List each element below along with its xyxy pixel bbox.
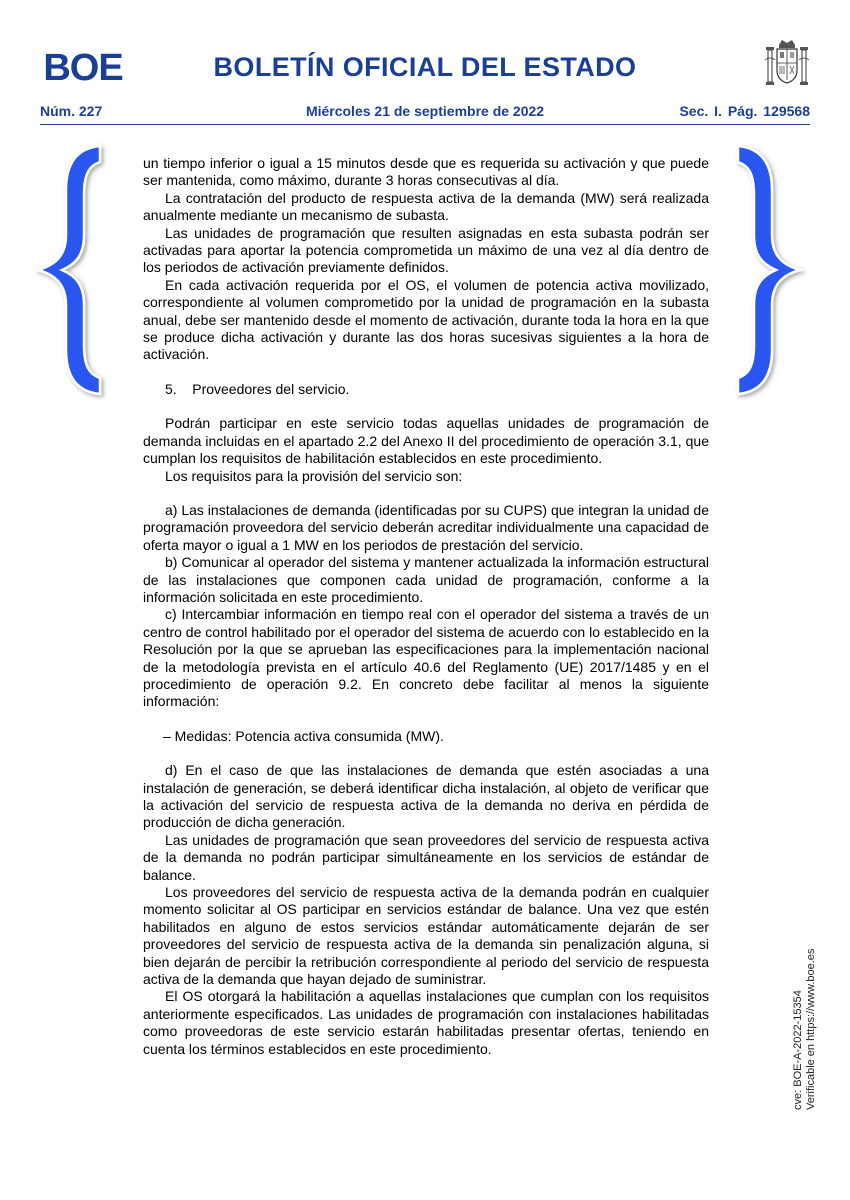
page-title: BOLETÍN OFICIAL DEL ESTADO [213, 52, 637, 82]
document-body [143, 155, 709, 1058]
side-verification-note [792, 850, 818, 1110]
right-curly-brace-icon [730, 140, 810, 400]
header-meta [40, 103, 810, 121]
requirement-item: a) Las instalaciones de demanda (identificadas por su CUPS) que integran la unidad de programación proveedora del servicio deberán acreditar individualmente una capacidad de oferta mayor o igual a 1 MW en los periodos de prestación del servicio. [143, 501, 710, 553]
issue-date: Miércoles 21 de septiembre de 2022 [305, 103, 545, 119]
left-curly-brace-icon [28, 140, 108, 400]
issue-number: Núm. 227 [40, 103, 103, 119]
spanish-coat-of-arms-icon [762, 38, 812, 90]
paragraph: La contratación del producto de respuesta activa de la demanda (MW) será realizada anualmente mediante un mecanismo de subasta. [143, 189, 709, 224]
paragraph: En cada activación requerida por el OS, el volumen de potencia activa movilizado, correspondiente al volumen comprometido por la unidad de programación en la subasta anual, debe ser mantenido desde el momento de activación, durante toda la hora en la que se produce dicha activación y durante las dos horas sucesivas siguientes a la hora de activación. [143, 276, 709, 363]
dash-item: – Medidas: Potencia activa consumida (MW). [163, 727, 444, 744]
paragraph: un tiempo inferior o igual a 15 minutos desde que es requerida su activación y que puede ser mantenida, como máximo, durante 3 horas consecutivas al día. [143, 155, 709, 189]
section-heading: 5. Proveedores del servicio. [165, 380, 350, 397]
header-divider [40, 124, 810, 125]
requirement-item: d) En el caso de que las instalaciones de demanda que estén asociadas a una instalación de generación, se deberá identificar dicha instalación, al objeto de verificar que la activación del servicio de respuesta activa de la demanda no deriva en pérdida de producción de dicha generación. [143, 762, 709, 831]
paragraph: Los proveedores del servicio de respuesta activa de la demanda podrán en cualquier momento solicitar al OS participar en servicios estándar de balance. Una vez que estén habilitados en alguno de estos servicios estándar automáticamente dejarán de ser proveedores del servicio de respuesta activa de la demanda sin penalización alguna, si bien dejarán de percibir la retribución correspondiente al periodo del servicio de respuesta activa de la demanda que hayan dejado de suministrar. [143, 884, 709, 988]
requirement-item: c) Intercambiar información en tiempo real con el operador del sistema a través de un centro de control habilitado por el operador del sistema de acuerdo con lo establecido en la Resolución por la que se aprueban las especificaciones para la implementación nacional de la metodología prevista en el artículo 40.6 del Reglamento (UE) 2017/1485 y en el procedimiento de operación 9.2. En concreto debe facilitar al menos la siguiente información: [143, 606, 709, 710]
boe-logo-text: BOE [43, 47, 123, 86]
paragraph: Las unidades de programación que resulten asignadas en esta subasta podrán ser activadas para aportar la potencia comprometida un máximo de una vez al día dentro de los periodos de activación previamente definidos. [143, 224, 709, 276]
paragraph: El OS otorgará la habilitación a aquellas instalaciones que cumplan con los requisitos anteriormente especificados. Las unidades de programación con instalaciones habilitadas como proveedoras de este servicio estarán habilitadas presentar ofertas, teniendo en cuenta los términos establecidos en este procedimiento. [143, 988, 709, 1057]
section-page: Sec. I. Pág. 129568 [679, 103, 810, 119]
verify-link[interactable]: Verificable en https://www.boe.es [805, 948, 817, 1110]
cve-code: cve: BOE-A-2022-15354 [792, 990, 804, 1110]
requirement-item: b) Comunicar al operador del sistema y mantener actualizada la información estructural de las instalaciones que componen cada unidad de programación, conforme a la información solicitada en este procedimiento. [143, 554, 709, 605]
paragraph: Los requisitos para la provisión del servicio son: [165, 467, 463, 484]
paragraph: Podrán participar en este servicio todas aquellas unidades de programación de demanda incluidas en el apartado 2.2 del Anexo II del procedimiento de operación 3.1, que cumplan los requisitos de habilitación establecidos en este procedimiento. [143, 415, 709, 467]
paragraph: Las unidades de programación que sean proveedores del servicio de respuesta activa de la demanda no podrán participar simultáneamente en los servicios de estándar de balance. [143, 831, 709, 883]
